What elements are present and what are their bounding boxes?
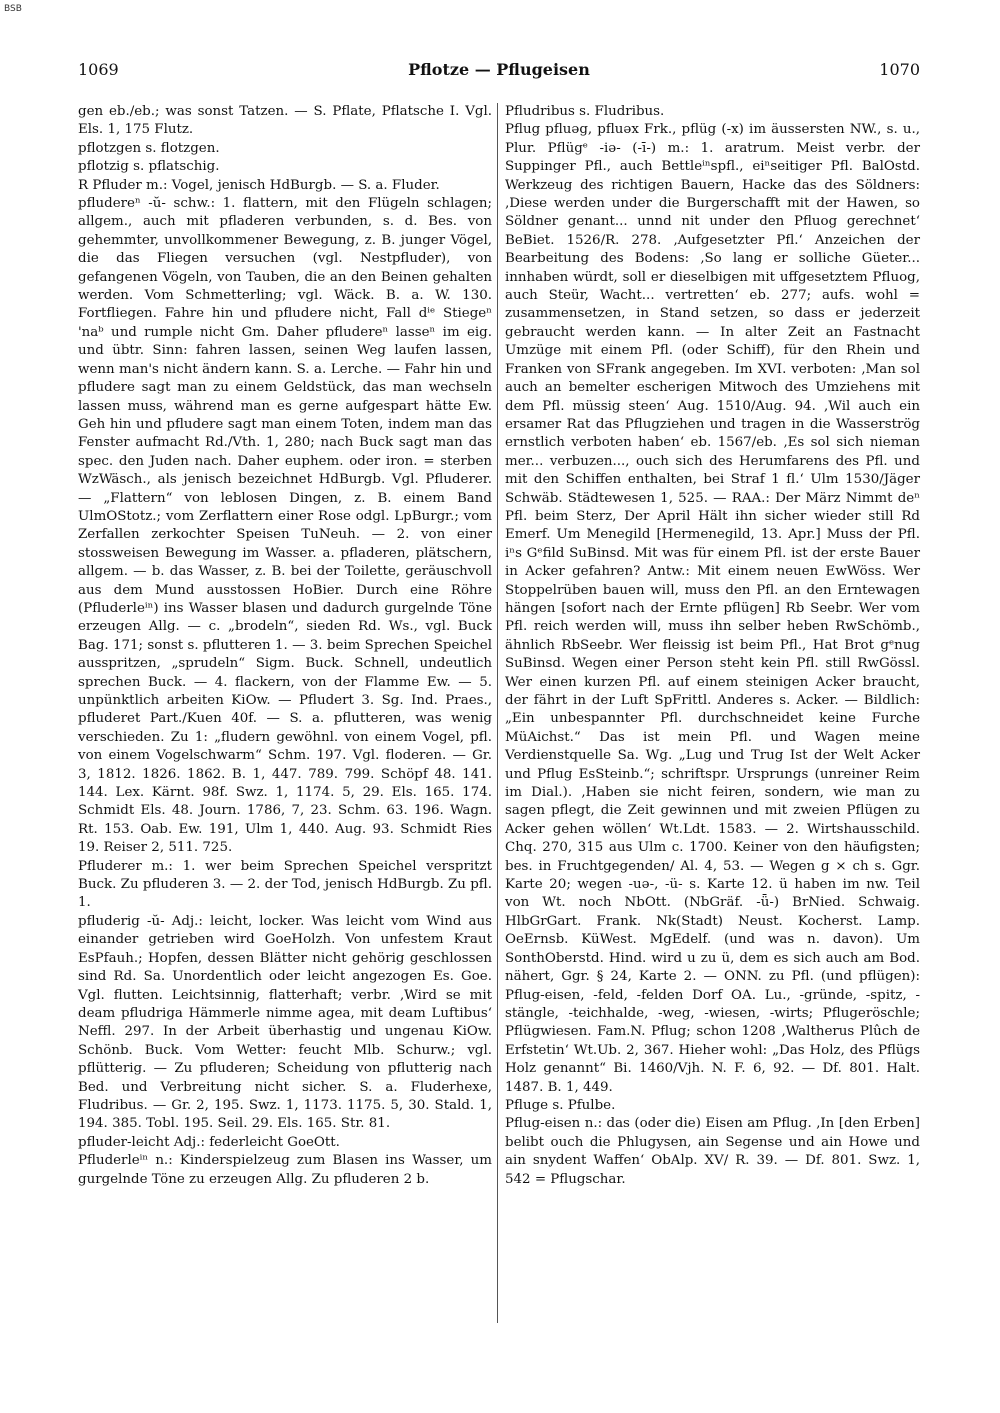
entry-pfluder-leicht: pfluder-leicht Adj.: federleicht GoeOtt. [78, 1134, 340, 1150]
left-column [78, 103, 492, 1189]
entry-pflug-eisen: Pflug-eisen n.: das (oder die) Eisen am Pflug. ‚In [den Erben] belibt ouch die Phlugysen, ain Segense und ain Howe und ain snydent Waffen‘ ObAlp. XV/ R. 39. — Df. 801. Swz. 1, 542 = Pflugschar. [505, 1116, 920, 1187]
entry-pfluderig: pfluderig -ŭ- Adj.: leicht, locker. Was leicht vom Wind aus einander getrieben wird GoeHolzh. Von unfestem Kraut EsPfauh.; Hopfen, dessen Blätter nicht gehörig geschlossen sind Rd. Sa. Unordentlich oder leicht angezogen Es. Goe. Vgl. flutten. Leichtsinnig, flatterhaft; verbr. ‚Wird se mit deam pfludriga Hämmerle nimme agea, mit deam Luftibus‘ Neffl. 297. In der Arbeit überhastig und ungenau KiOw. Schönb. Buck. Vom Wetter: feucht Mlb. Schurw.; vgl. pflütterig. — Zu pfluderen; Scheidung von pflutterig nach Bed. und Verbreitung nicht sicher. S. a. Fluderhexe, Fludribus. — Gr. 2, 195. Swz. 1, 1173. 1175. 5, 30. Stald. 1, 194. 385. Tobl. 195. Seil. 29. Els. 165. Str. 81. [78, 913, 492, 1132]
entry-pflotzgen: pflotzgen s. flotzgen. [78, 140, 220, 156]
page-header [78, 60, 920, 84]
entry-pfludribus: Pfludribus s. Fludribus. [505, 104, 665, 119]
column-divider [497, 103, 498, 1323]
entry-pfluder: R Pfluder m.: Vogel, jenisch HdBurgb. — S. a. Fluder. [78, 177, 440, 193]
entry-pfluderle: Pfluderleⁱⁿ n.: Kinderspielzeug zum Blasen ins Wasser, um gurgelnde Töne zu erzeugen Allg. Zu pfluderen 2 b. [78, 1153, 492, 1187]
entry-pfluge: Pfluge s. Pfulbe. [505, 1097, 616, 1113]
library-stamp: BSB [4, 4, 22, 14]
entry-pflotzig: pflotzig s. pflatschig. [78, 159, 220, 175]
page-number-right: 1070 [879, 60, 920, 79]
entry-pflotze-cont: gen eb./eb.; was sonst Tatzen. — S. Pflate, Pflatsche I. Vgl. Els. 1, 175 Flutz. [78, 104, 492, 138]
page-number-left: 1069 [78, 60, 119, 79]
entry-pfluderen: pfludereⁿ -ŭ- schw.: 1. flattern, mit den Flügeln schlagen; allgem., auch mit pfladeren verbunden, s. d. Bes. von gehemmter, unvollkommener Bewegung, z. B. junger Vögel, die das Fliegen versuchen (vgl. Nestpfluder), von gefangenen Vögeln, von Tauben, die an den Beinen gehalten werden. Vom Schmetterling; vgl. Wäck. B. a. W. 130. Fortfliegen. Fahre hin und pfludere nicht, Fall dⁱᵉ Stiegeⁿ 'naᵇ und rumple nicht Gm. Daher pfludereⁿ lasseⁿ im eig. und übtr. Sinn: fahren lassen, seinen Weg laufen lassen, wenn man's nicht ändern kann. S. a. Lerche. — Fahr hin und pfludere sagt man zu einem Geldstück, das man wechseln lassen muss, während man es gerne aufgespart hätte Ew. Geh hin und pfludere sagt man einem Toten, indem man das Fenster aufmacht Rd./Vth. 1, 280; nach Buck sagt man das spec. den Juden nach. Daher euphem. oder iron. = sterben WzWäsch., als jenisch bezeichnet HdBurgb. Vgl. Pfluderer. — „Flattern“ von leblosen Dingen, z. B. einem Band UlmOStotz.; vom Zerflattern einer Rose odgl. LpBurgr.; vom Zerfallen zerkochter Speisen TuNeuh. — 2. von einer stossweisen Bewegung im Wasser. a. pfladeren, plätschern, allgem. — b. das Wasser, z. B. bei der Toilette, geräuschvoll aus dem Mund ausstossen HoBier. Durch eine Röhre (Pfluderleⁱⁿ) ins Wasser blasen und dadurch gurgelnde Töne erzeugen Allg. — c. „brodeln“, sieden Rd. Ws., vgl. Buck Bag. 171; sonst s. pflutteren 1. — 3. beim Sprechen Speichel ausspritzen, „sprudeln“ Sigm. Buck. Schnell, undeutlich sprechen Buck. — 4. flackern, von der Flamme Ew. — 5. unpünktlich arbeiten KiOw. — Pfludert 3. Sg. Ind. Praes., pfluderet Part./Kuen 40f. — S. a. pflutteren, was wenig verschieden. Zu 1: „fludern gewöhnl. von einem Vogel, pfl. von einem Vogelschwarm“ Schm. 197. Vgl. floderen. — Gr. 3, 1812. 1826. 1862. B. 1, 447. 789. 799. Schöpf 48. 141. 144. Lex. Kärnt. 98f. Swz. 1, 1174. 5, 29. Els. 165. 174. Schmidt Els. 48. Journ. 1786, 7, 23. Schm. 63. 196. Wagn. Rt. 153. Oab. Ew. 191, Ulm 1, 440. Aug. 93. Schmidt Ries 19. Reiser 2, 511. 725. [78, 196, 492, 856]
right-column [505, 103, 920, 1189]
entry-pfluderer: Pfluderer m.: 1. wer beim Sprechen Speichel verspritzt Buck. Zu pfluderen 3. — 2. der Tod, jenisch HdBurgb. Zu pfl. 1. [78, 858, 492, 911]
entry-pflug: Pflug pfluəg, pfluəx Frk., pflüg (-x) im äussersten NW., s. u., Plur. Pflügᵉ -iə- (-ī-) m.: 1. aratrum. Meist verbr. der Suppinger Pfl., auch Bettleⁱⁿspfl., eiⁿseitiger Pfl. BalOstd. Werkzeug des richtigen Bauern, Hacke das des Söldners: ‚Diese werden under die Burgerschafft mit der Hawen, so Söldner genant... unnd nit under den Pfluog gerechnet‘ BeBiet. 1526/R. 278. ‚Aufgesetzter Pfl.‘ Anzeichen der Bearbeitung des Bodens: ‚So lang er solliche Güeter... innhaben würdt, soll er dieselbigen mit uffgesetztem Pfluog, auch Steür, Wacht... vertretten‘ eb. 277; aufs. wohl = zusammensetzen, in Stand setzen, so dass er jederzeit gebraucht werden kann. — In alter Zeit an Fastnacht Umzüge mit einem Pfl. (oder Schiff), für den Rhein und Franken von SFrank angegeben. Im XVI. verboten: ‚Man sol auch an bemelter escherigen Mitwoch des Umziehens mit dem Pfl. müssig steen‘ Aug. 1510/Aug. 94. ‚Wil auch ein ersamer Rat das Pflugziehen und tragen in die Wasserströg ernstlich verboten haben‘ eb. 1567/eb. ‚Es sol sich nieman mer... verbuzen..., ouch sich des Herumfarens des Pfl. und mit den Schiffen enthalten, bei Straf 1 fl.‘ Ulm 1530/Jäger Schwäb. Städtewesen 1, 525. — RAA.: Der März Nimmt deⁿ Pfl. beim Sterz, Der April Hält ihn sicher wieder still Rd Emerf. Um Menegild [Hermenegild, 13. Apr.] Muss der Pfl. iⁿs Gᵉfild SuBinsd. Mit was für einem Pfl. ist der erste Bauer in Acker gefahren? Antw.: Mit einem neuen EwWöss. Wer Stoppelrüben bauen will, muss den Pfl. an den Erntewagen hängen [sofort nach der Ernte pflügen] Rb Seebr. Wer vom Pfl. reich werden will, muss ihn selber heben RwSchömb., ähnlich RbSeebr. Wer fleissig ist beim Pfl., Hat Brot gᵉnug SuBinsd. Wegen einer Person steht kein Pfl. still RwGössl. Wer einen kurzen Pfl. auf einem steinigen Acker braucht, der fährt in der Luft SpFrittl. Anderes s. Acker. — Bildlich: „Ein unbespannter Pfl. durchschneidet keine Furche MüAichst.“ Das ist mein Pfl. und Wagen meine Verdienstquelle Sa. Wg. „Lug und Trug Ist der Welt Acker und Pflug EsSteinb.“; schriftspr. Ursprungs (unreiner Reim im Dial.). ‚Haben sie nicht feiren, sondern, wie man zu sagen pflegt, die Zeit gewinnen und mit zweien Pflügen zu Acker gehen wöllen‘ Wt.Ldt. 1583. — 2. Wirtshausschild. Chq. 270, 315 aus Ulm c. 1700. Keiner von den häufigsten; bes. in Fruchtgegenden/ Al. 4, 53. — Wegen g × ch s. Ggr. Karte 20; wegen -uə-, -ü- s. Karte 12. ü haben im nw. Teil von Wt. noch NbOtt. (NbGräf. -ǖ-) BrNied. Schwaig. HlbGrGart. Frank. Nk(Stadt) Neust. Kocherst. Lamp. OeErnsb. KüWest. MgEdelf. (und was n. davon). Um SonthOberstd. Hind. wird u zu ü, dem es sich auch am Bod. nähert, Ggr. § 24, Karte 2. — ONN. zu Pfl. (und pflügen): Pflug-eisen, -feld, -felden Dorf OA. Lu., -gründe, -spitz, -stängle, -teichhalde, -weg, -wiesen, -wirts; Pflugeröschle; Pflügwiesen. Fam.N. Pflug; schon 1208 ‚Waltherus Plûch de Erfstetin‘ Wt.Ub. 2, 367. Hieher wohl: „Das Holz, des Pflügs Holz genannt“ Bi. 1460/Vjh. N. F. 6, 92. — Df. 801. Halt. 1487. B. 1, 449. [505, 122, 920, 1095]
running-title: Pflotze — Pflugeisen [408, 60, 590, 79]
